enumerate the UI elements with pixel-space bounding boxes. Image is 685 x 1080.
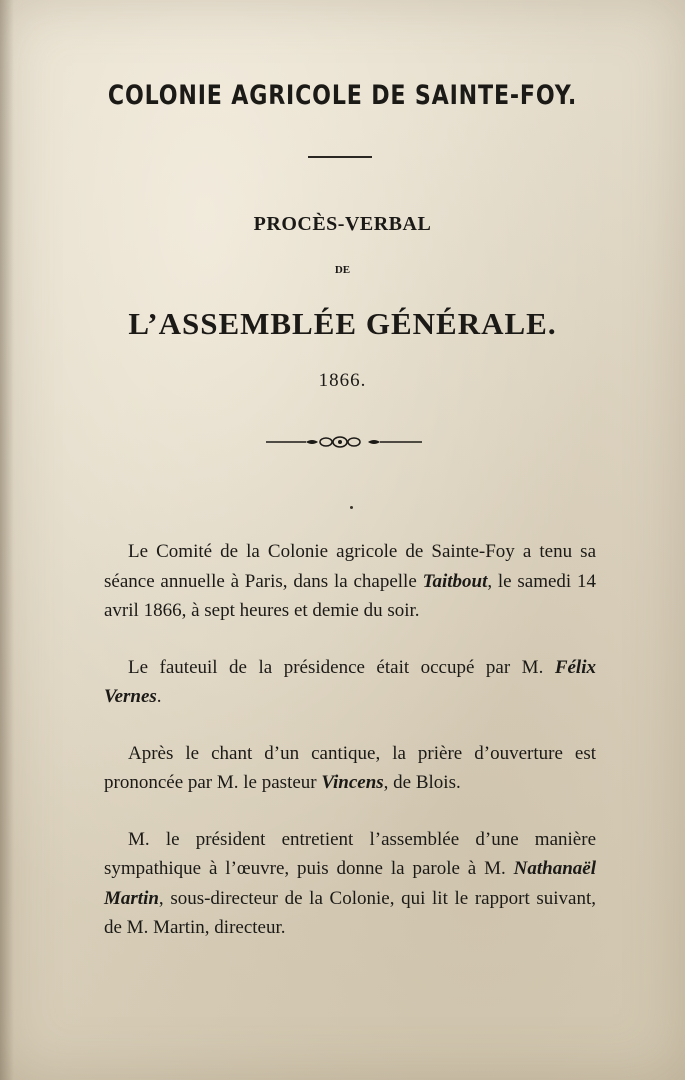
body-paragraph	[104, 825, 596, 943]
paragraph-text: Le fauteuil de la présidence était occupé par M.	[128, 656, 555, 678]
document-title: COLONIE AGRICOLE DE SAINTE-FOY.	[107, 80, 578, 111]
paragraph-text: , sous-directeur de la Colonie, qui lit le rapport suivant, de M. Martin, directeur.	[104, 887, 596, 938]
heading-connector: DE	[334, 264, 351, 276]
title-divider	[308, 156, 372, 158]
ornament-divider-icon	[264, 432, 424, 452]
body-paragraph	[104, 653, 596, 712]
italic-name: Félix Vernes	[104, 656, 596, 707]
body-paragraph	[104, 537, 596, 626]
page-spine-shadow	[0, 0, 14, 1080]
italic-name: Vincens	[321, 772, 384, 793]
paragraph-text: , de Blois.	[383, 772, 461, 793]
paragraph-text: Le Comité de la Colonie agricole de Sainte-Foy a tenu sa séance annuelle à Paris, dans la chapelle	[104, 541, 596, 592]
section-heading: PROCÈS-VERBAL	[253, 213, 432, 235]
italic-name: Taitbout	[422, 570, 488, 592]
body-paragraph	[104, 739, 596, 798]
paragraph-text: M. le président entretient l’assemblée d’une manière sympathique à l’œuvre, puis donne la parole à M.	[104, 828, 596, 879]
section-heading-main: L’ASSEMBLÉE GÉNÉRALE.	[128, 306, 557, 341]
document-year: 1866.	[318, 370, 367, 391]
italic-name: Nathanaël Martin	[104, 858, 596, 909]
paragraph-text: , le samedi 14 avril 1866, à sept heures et demie du soir.	[104, 570, 597, 621]
paragraph-text: Après le chant d’un cantique, la prière d’ouverture est prononcée par M. le pasteur	[104, 742, 596, 793]
paragraph-text: .	[156, 686, 162, 707]
ink-speck	[350, 506, 353, 509]
body-text	[104, 537, 596, 970]
